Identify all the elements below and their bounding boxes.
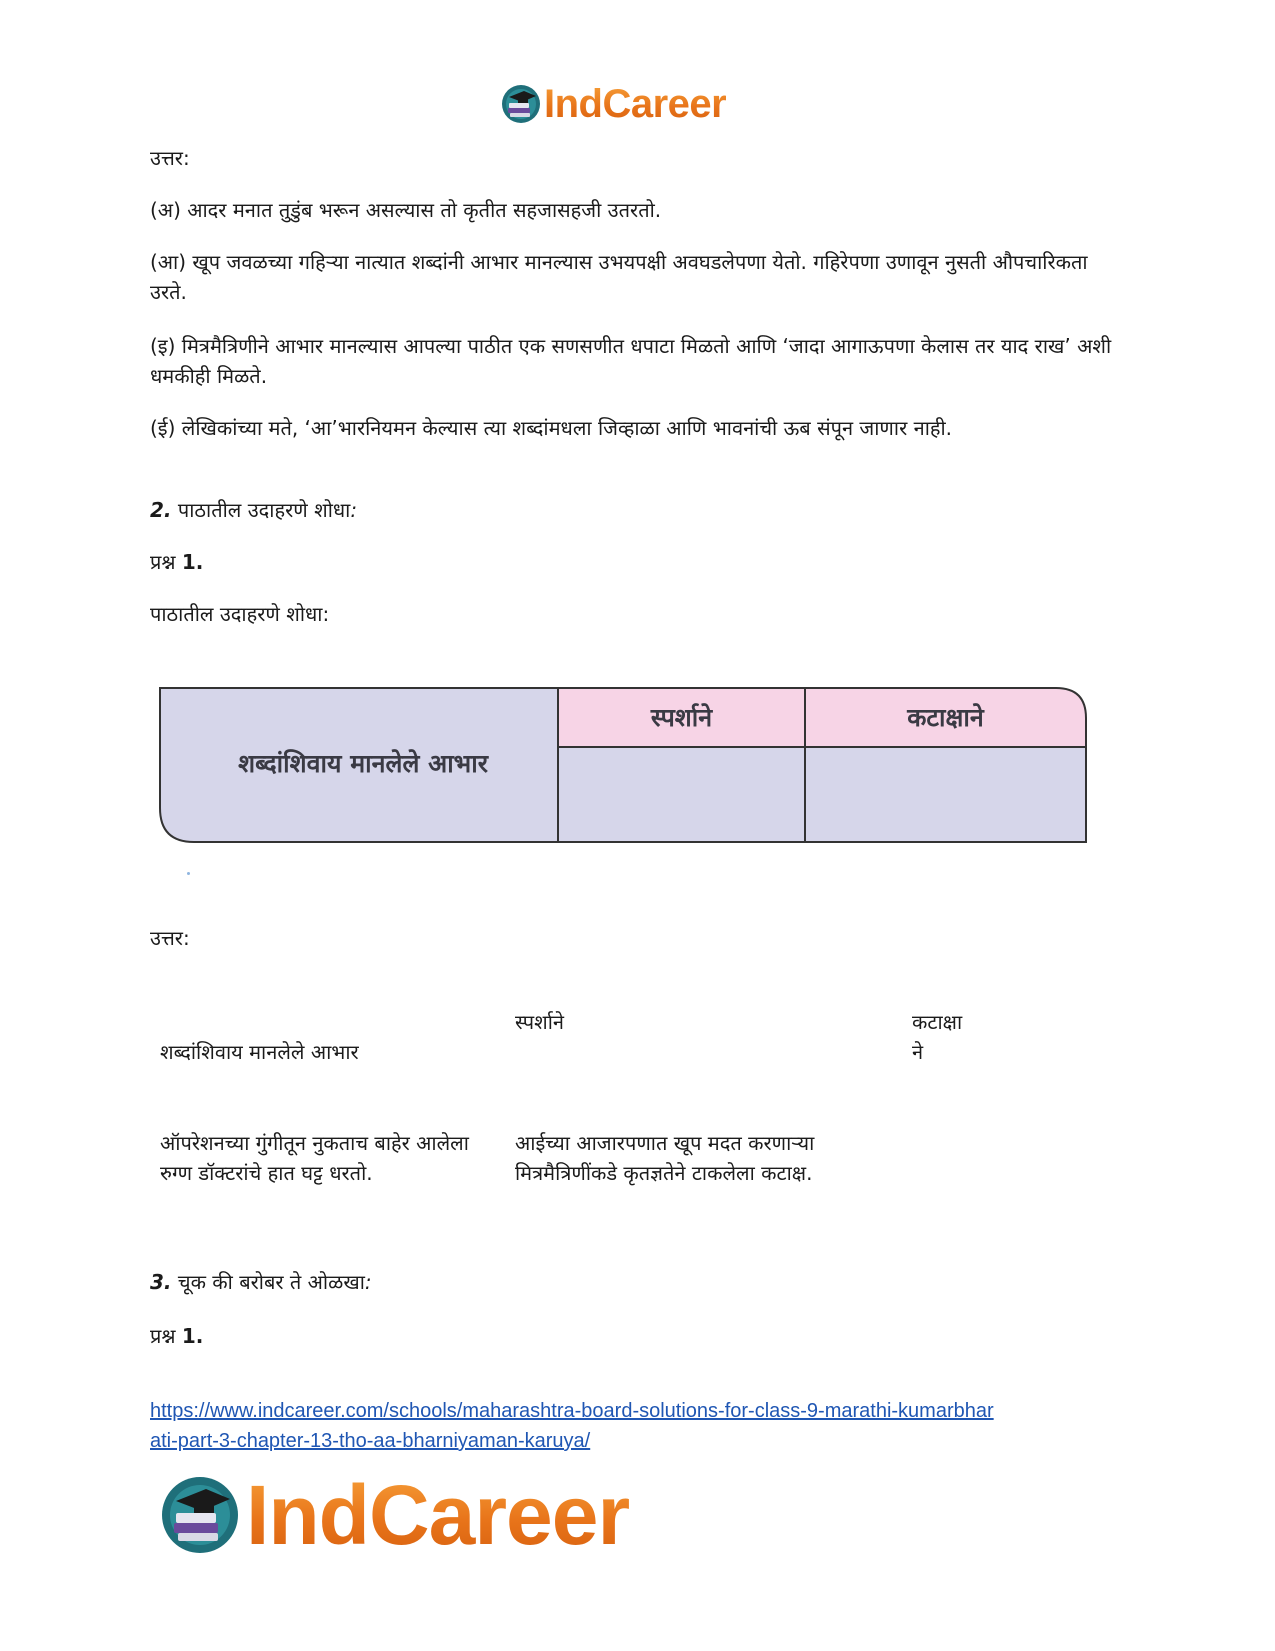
answer-table-cell-mid: आईच्या आजारपणात खूप मदत करणाऱ्या मित्रमैत्रिणींकडे कृतज्ञतेने टाकलेला कटाक्ष. bbox=[515, 1131, 815, 1185]
answer-item: (आ) खूप जवळच्या गहिऱ्या नात्यात शब्दांनी आभार मानल्यास उभयपक्षी अवघडलेपणा येतो. गहिरेपणा उणावून नुसती औपचारिकता उरते. bbox=[150, 250, 1088, 304]
brand-logo-bottom bbox=[158, 1465, 629, 1565]
examples-diagram bbox=[158, 686, 1088, 844]
answer-item: (इ) मित्रमैत्रिणीने आभार मानल्यास आपल्या पाठीत एक सणसणीत धपाटा मिळतो आणि ‘जादा आगाऊपणा केलास तर याद राख’ अशी धमकीही मिळते. bbox=[150, 334, 1112, 388]
brand-name: IndCareer bbox=[544, 81, 727, 126]
source-link-line[interactable]: ati-part-3-chapter-13-tho-aa-bharniyaman-karuya/ bbox=[150, 1430, 591, 1452]
prashna-label bbox=[150, 547, 1130, 577]
question-number: 3. bbox=[150, 1270, 172, 1294]
diagram-col-sparshane: स्पर्शाने bbox=[650, 703, 713, 732]
prashna-label bbox=[150, 1321, 1130, 1351]
answer-table-cell-left: ऑपरेशनच्या गुंगीतून नुकताच बाहेर आलेला रुग्ण डॉक्टरांचे हात घट्ट धरतो. bbox=[160, 1131, 469, 1185]
question-heading bbox=[150, 495, 1130, 525]
question-title: चूक की बरोबर ते ओळखा bbox=[171, 1270, 365, 1294]
answer-table-col-katakshane bbox=[912, 1007, 1032, 1067]
diagram-col-katakshane: कटाक्षाने bbox=[907, 703, 984, 732]
prashna-number: 1. bbox=[181, 1324, 204, 1348]
source-link-line[interactable]: https://www.indcareer.com/schools/maharashtra-board-solutions-for-class-9-marathi-kumarbhar bbox=[150, 1400, 994, 1422]
answer-item: (अ) आदर मनात तुडुंब भरून असल्यास तो कृतीत सहजासहजी उतरतो. bbox=[150, 198, 662, 222]
graduation-cap-books-icon bbox=[500, 83, 542, 125]
col-label-line: कटाक्षा bbox=[912, 1010, 963, 1034]
prashna-text: प्रश्न bbox=[150, 1324, 182, 1348]
answer-table-row-label: शब्दांशिवाय मानलेले आभार bbox=[160, 1040, 359, 1064]
question-heading bbox=[150, 1267, 1130, 1297]
col-label-line: ने bbox=[912, 1040, 924, 1064]
graduation-cap-books-icon bbox=[158, 1473, 242, 1557]
question-colon: : bbox=[364, 1270, 372, 1294]
question-colon: : bbox=[350, 498, 358, 522]
stray-dot bbox=[187, 872, 190, 875]
answer-table-col-sparshane: स्पर्शाने bbox=[515, 1010, 565, 1034]
prashna-number: 1. bbox=[181, 550, 204, 574]
answer-item: (ई) लेखिकांच्या मते, ‘आ’भारनियमन केल्यास त्या शब्दांमधला जिव्हाळा आणि भावनांची ऊब संपून जाणार नाही. bbox=[150, 416, 953, 440]
brand-logo-top bbox=[500, 78, 726, 130]
question-title: पाठातील उदाहरणे शोधा bbox=[171, 498, 351, 522]
answer-heading: उत्तर: bbox=[150, 926, 190, 950]
brand-name: IndCareer bbox=[246, 1467, 630, 1562]
question-instruction: पाठातील उदाहरणे शोधा: bbox=[150, 602, 330, 626]
diagram-row-label: शब्दांशिवाय मानलेले आभार bbox=[238, 749, 488, 778]
source-link[interactable] bbox=[150, 1396, 1150, 1456]
answer-heading: उत्तर: bbox=[150, 146, 190, 170]
prashna-text: प्रश्न bbox=[150, 550, 182, 574]
question-number: 2. bbox=[150, 498, 172, 522]
